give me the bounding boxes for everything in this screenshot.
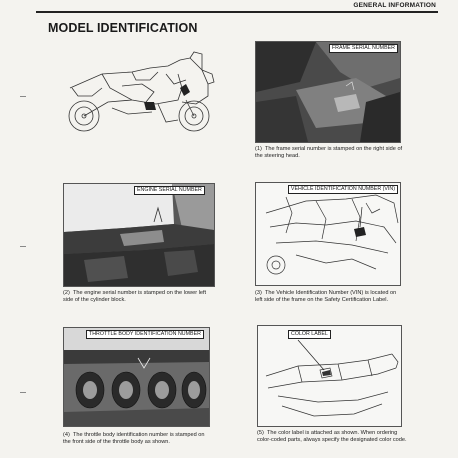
vin-diagram: [255, 182, 401, 286]
page-title: MODEL IDENTIFICATION: [48, 21, 198, 35]
caption-number: (3): [255, 290, 262, 296]
caption-number: (2): [63, 290, 70, 296]
header-rule: [36, 11, 438, 13]
photo-label: THROTTLE BODY IDENTIFICATION NUMBER: [86, 330, 204, 339]
caption-number: (1): [255, 146, 262, 152]
caption-number: (5): [257, 430, 264, 436]
motorcycle-illustration: [62, 44, 222, 150]
caption-text: The frame serial number is stamped on the right side of the steering head.: [255, 146, 403, 160]
throttle-body-photo: [63, 327, 210, 427]
caption: [63, 290, 213, 304]
margin-mark: [20, 246, 26, 247]
photo-label: COLOR LABEL: [288, 330, 331, 339]
photo-label: ENGINE SERIAL NUMBER: [134, 186, 205, 195]
caption: [255, 290, 405, 304]
photo-label: FRAME SERIAL NUMBER: [329, 44, 398, 53]
caption-text: The Vehicle Identification Number (VIN) is located on left side of the frame on the Safety Certification Label.: [255, 290, 397, 304]
caption-text: The color label is attached as shown. When ordering color-coded parts, always specify the designated color code.: [257, 430, 407, 444]
caption-text: The engine serial number is stamped on the lower left side of the cylinder block.: [63, 290, 207, 304]
caption: [63, 432, 213, 446]
margin-mark: [20, 96, 26, 97]
caption: [257, 430, 407, 444]
caption: [255, 146, 405, 160]
frame-serial-photo: [255, 41, 401, 143]
caption-number: (4): [63, 432, 70, 438]
caption-text: The throttle body identification number is stamped on the front side of the throttle body as shown.: [63, 432, 205, 446]
margin-mark: [20, 392, 26, 393]
photo-label: VEHICLE IDENTIFICATION NUMBER (VIN): [288, 185, 398, 194]
color-label-diagram: [257, 325, 402, 427]
section-header: GENERAL INFORMATION: [353, 2, 436, 9]
engine-serial-photo: [63, 183, 215, 287]
